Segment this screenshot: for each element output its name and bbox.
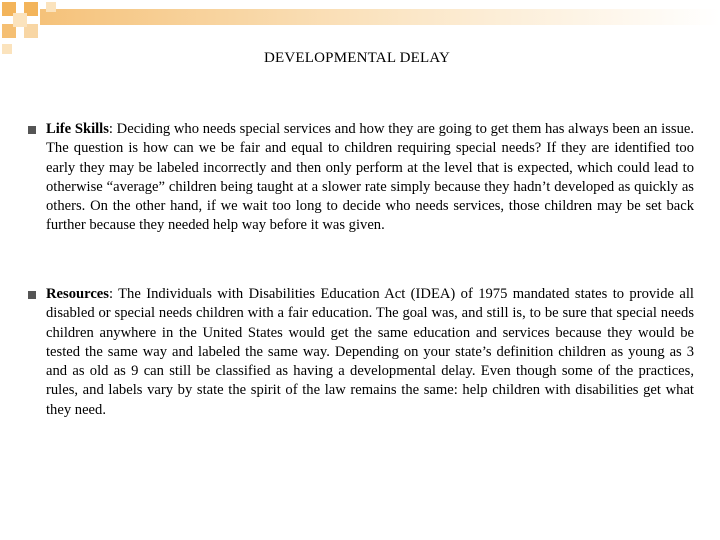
bullet-term: Life Skills [46,121,109,137]
corner-squares [2,2,56,54]
bullet-term: Resources [46,286,109,302]
bullet-body: : The Individuals with Disabilities Education Act (IDEA) of 1975 mandated states to provide all disabled or special needs children with a fair education. The goal was, and still is, to be sure that special needs children anywhere in the United States would get the same education and services because they would be tested the same way and labeled the same way. Depending on your state’s definition children as young as 3 and as old as 9 can still be classified as having a developmental delay. Even though some of the practices, rules, and labels vary by state the spirit of the law remains the same: help children with disabilities get what they need. [46,286,694,418]
bullet-body: : Deciding who needs special services and how they are going to get them has always been an issue. The question is how can we be fair and equal to children requiring special needs? If they are identified too early they may be labeled incorrectly and then only perform at the level that is expected, which could lead to otherwise “average” children being taught at a slower rate simply because they hadn’t developed as quickly as others. On the other hand, if we wait too long to decide who needs services, those children may be set back further because they needed help way before it was given. [46,121,694,234]
header-fade-bar [40,9,720,25]
square-bullet-icon [28,126,36,134]
square-bullet-icon [28,291,36,299]
bullet-item-life-skills [28,120,694,236]
bullet-item-resources [28,285,694,420]
bullet-text [46,120,694,236]
bullet-text [46,285,694,420]
slide-title: DEVELOPMENTAL DELAY [263,50,451,66]
